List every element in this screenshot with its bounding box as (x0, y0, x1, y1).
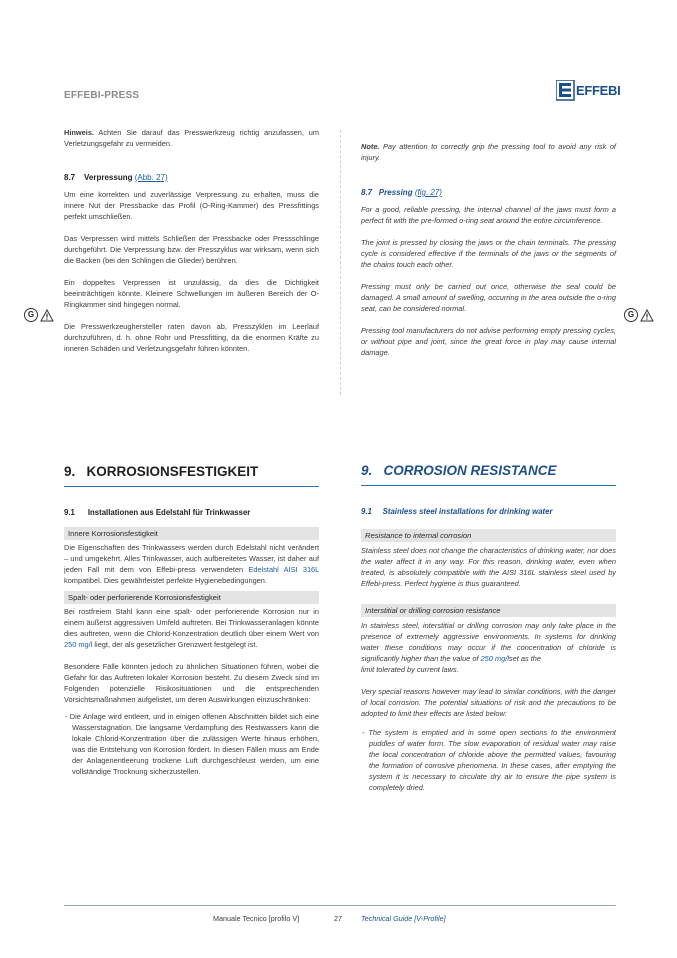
en-section-9-1-title: 9.1 Stainless steel installations for drinking water (361, 507, 553, 516)
de-section-9-1-title: 9.1 Installationen aus Edelstahl für Trinkwasser (64, 508, 251, 517)
en-paragraph-6 (361, 620, 616, 675)
en-subheading-internal-corrosion: Resistance to internal corrosion (361, 529, 616, 542)
german-column-top (64, 127, 319, 354)
column-divider (340, 130, 341, 395)
en-paragraph-5: Stainless steel does not change the characteristics of drinking water, nor does the water affect it in any way. For this reason, drinking water, even when treated, is absolutely compatible with the AISI 316L stainless steel used by Effebi-press. Perfect hygiene is thus guaranteed. (361, 546, 616, 588)
de-subheading-crevice-corrosion: Spalt- oder perforierende Korrosionsfestigkeit (64, 591, 319, 604)
en-paragraph-1: For a good, reliable pressing, the internal channel of the jaws must form a perfect fit with the pre-formed o-ring seat around the entire circumference. (361, 205, 616, 225)
german-column-bottom (64, 464, 319, 777)
logo-mark-icon (556, 80, 576, 102)
de-paragraph-5 (64, 542, 319, 586)
de-p6-limit-value: 250 mg/l (64, 640, 93, 649)
en-risk-list (361, 727, 616, 793)
de-s87-title-text: 8.7 Verpressung (64, 173, 133, 182)
page-number: 27 (334, 914, 342, 923)
en-p6-limit-value: 250 mg/l (480, 654, 509, 663)
de-chapter-9-title: 9. KORROSIONSFESTIGKEIT (64, 464, 259, 479)
de-paragraph-7: Besondere Fälle könnten jedoch zu ähnlichen Situationen führen, wobei die Gefahr für das Auftreten lokaler Korrosion besteht. Zu diesem Zweck sind im Folgenden potenzielle Risikosituationen und die entsprechenden Vorsichtsmaßnahmen aufgelistet, um deren Auswirkungen einzuschränken: (64, 662, 319, 704)
warning-triangle-icon (40, 309, 54, 322)
en-paragraph-3: Pressing must only be carried out once, otherwise the seal could be damaged. A small amount of swelling, occurring in the area outside the o-ring seat, can be considered normal. (361, 282, 616, 313)
de-paragraph-2: Das Verpressen wird mittels Schließen der Pressbacke oder Pressschlinge durchgeführt. Die Verpressung bzw. der Presszyklus war wirksam, wenn sich die Backen (bei den Schlingen die Glieder) berühren. (64, 234, 319, 265)
en-subheading-interstitial-corrosion: Interstitial or drilling corrosion resistance (361, 604, 616, 617)
en-paragraph-7: Very special reasons however may lead to similar conditions, with the danger of local corrosion. The potential situations of risk and the precautions to be adopted to limit their effects are listed below: (361, 687, 616, 718)
de-subheading-internal-corrosion: Innere Korrosionsfestigkeit (64, 527, 319, 540)
en-chapter-9-title: 9. CORROSION RESISTANCE (361, 463, 557, 478)
document-header-title: EFFEBI-PRESS (64, 90, 140, 101)
english-column-bottom (361, 463, 616, 793)
de-section-8-7-title (64, 172, 319, 183)
de-paragraph-3: Ein doppeltes Verpressen ist unzulässig, da dies die Dichtigkeit beeinträchtigen könnte. Kleinere Schwellungen im äußeren Bereich der O-Ringkammer sind hingegen normal. (64, 278, 319, 309)
warning-triangle-icon (640, 309, 654, 322)
effebi-logo (556, 80, 621, 102)
de-risk-list (64, 711, 319, 777)
de-p5-steel-grade: Edelstahl AISI 316L (248, 565, 320, 574)
en-note (361, 141, 616, 163)
g-circle-icon: G (624, 308, 638, 322)
list-item: - Die Anlage wird entleert, und in einigen offenen Abschnitten bildet sich eine Wasserstagnation. Die langsame Verdampfung des Restwassers kann die lokale Chlorid-Konzentration über die zulässigen Werte hinaus erhöhen, was die Entstehung von Korrosion fördert. In diesen Fällen muss am Ende der Anlagenentleerung trockene Luft durchgeschleust werden, um eine vollständige Trocknung sicherzustellen. (65, 712, 319, 776)
en-s87-figure-link[interactable]: (fig. 27) (414, 188, 442, 197)
footer-rule (64, 905, 616, 906)
en-s87-title-text: 8.7 Pressing (361, 188, 413, 197)
g-warning-badge-left (24, 308, 54, 322)
de-note-label: Hinweis. (64, 128, 94, 137)
english-column-top (361, 141, 616, 358)
de-p6-text-c: liegt, der als gesetzlicher Grenzwert festgelegt ist. (92, 640, 258, 649)
de-note (64, 127, 319, 149)
en-paragraph-2: The joint is pressed by closing the jaws or the chain terminals. The pressing cycle is considered effective if the terminals of the jaws or the segments of the chains touch each other. (361, 238, 616, 269)
de-paragraph-4: Die Presswerkzeughersteller raten davon ab, Presszyklen im Leerlauf durchzuführen, d. h. ohne Rohr und Pressfitting, da die enormen Kräfte zu inneren Schäden und Verletzungsgefahr führen könnten. (64, 322, 319, 353)
de-p5-text-c: kompatibel. Dies gewährleistet perfekte Hygienebedingungen. (64, 576, 267, 585)
en-p6-text-d: limit tolerated by current laws. (361, 665, 459, 674)
de-paragraph-6 (64, 606, 319, 650)
en-p6-text-a: In stainless steel, interstitial or drilling corrosion may only take place in the presence of extremely aggressive environments. In systems for drinking water these conditions may occur if the concentration of chloride is significantly higher than the value of (361, 621, 616, 663)
de-p6-text-a: Bei rostfreiem Stahl kann eine spalt- oder perforierende Korrosion nur in einem äußerst aggressiven Umfeld auftreten. Bei Trinkwasseranlagen könnte dies auftreten, wenn die Chlorid-Konzentration deutlich über einem Wert von (64, 607, 319, 638)
list-item: - The system is emptied and in some open sections to the environment puddles of water form. The slow evaporation of residual water may raise the local concentration of chloride above the permitted values, favouring the formation of corrosive phenomena. In these cases, after emptying the system it is necessary to circulate dry air to ensure the pipe system is completely dried. (362, 728, 616, 792)
footer-english-title: Technical Guide [V-Profile] (361, 914, 446, 923)
en-note-label: Note. (361, 142, 380, 151)
footer-german-title: Manuale Tecnico [profilo V] (213, 914, 300, 923)
g-circle-icon: G (24, 308, 38, 322)
en-note-text: Pay attention to correctly grip the pressing tool to avoid any risk of injury. (361, 142, 616, 162)
en-section-8-7-title (361, 187, 616, 198)
g-warning-badge-right (624, 308, 654, 322)
de-note-text: Achten Sie darauf das Presswerkzeug richtig anzufassen, um Verletzungsgefahr zu vermeiden. (64, 128, 319, 148)
en-paragraph-4: Pressing tool manufacturers do not advise performing empty pressing cycles, or without pipe and joint, since the great force in play may cause internal damage. (361, 326, 616, 357)
de-s87-figure-link[interactable]: (Abb. 27) (134, 173, 168, 182)
logo-text: EFFEBI (576, 83, 621, 98)
de-paragraph-1: Um eine korrekten und zuverlässige Verpressung zu erhalten, muss die innere Nut der Pressbacke das Profil (O-Ring-Kammer) des Pressfittings perfekt umschließen. (64, 190, 319, 221)
en-p6-text-c: set as the (508, 654, 541, 663)
de-p5-text-a: Die Eigenschaften des Trinkwassers werden durch Edelstahl nicht verändert – und umgekehrt. Alles Trinkwasser, auch aufbereitetes Wasser, ist daher auf jeden Fall mit dem von Effebi-press verwendeten (64, 543, 319, 574)
